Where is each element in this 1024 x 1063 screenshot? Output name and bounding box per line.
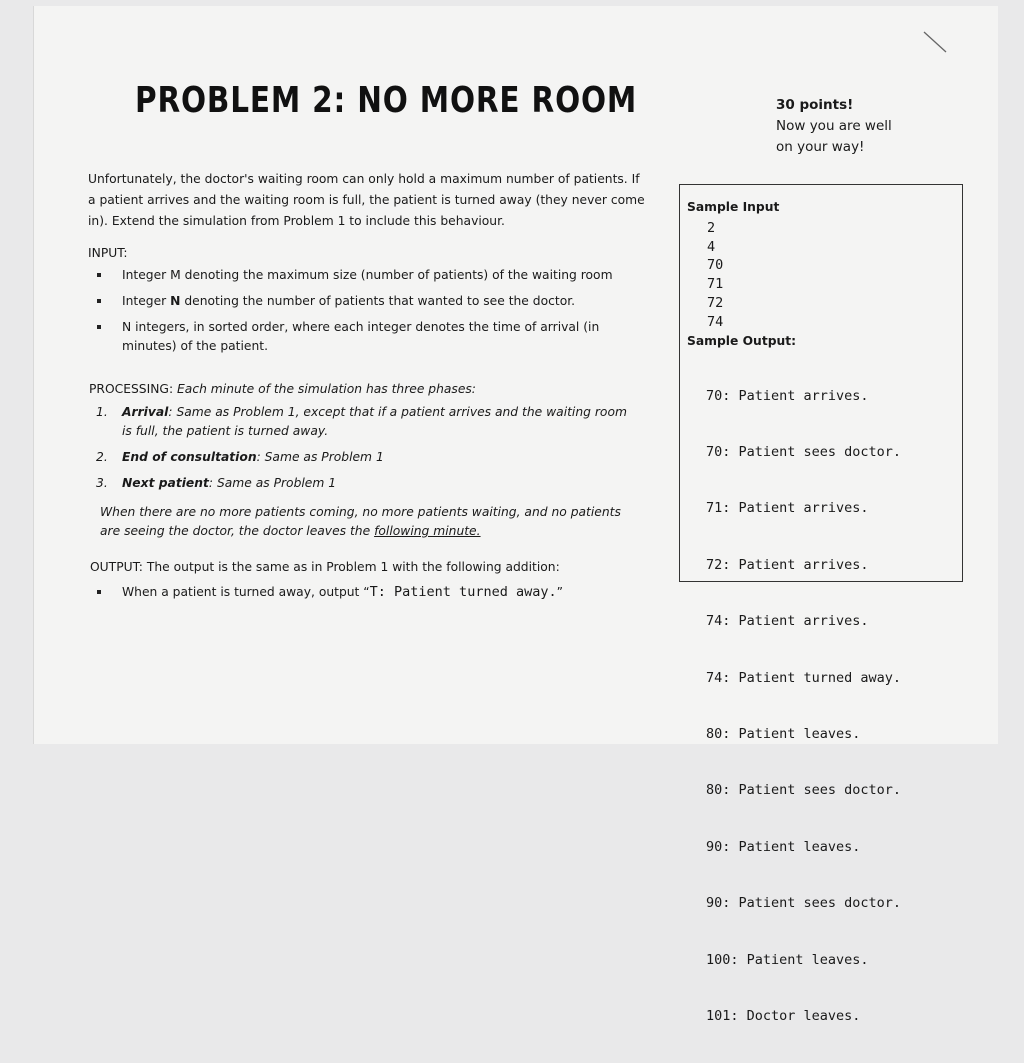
sample-output-line: 90: Patient leaves. [706, 838, 861, 855]
list-item [96, 448, 636, 467]
processing-heading [89, 382, 476, 396]
closing-text: When there are no more patients coming, no more patients waiting, and no patients are seeing the doctor, the doctor leaves the [100, 505, 621, 538]
sample-input-value: 71 [707, 276, 724, 293]
points-value: 30 points! [776, 97, 854, 113]
output-heading [90, 560, 560, 574]
step-number: 3. [96, 476, 108, 490]
sample-output-values [706, 349, 901, 1063]
list-item [95, 292, 615, 311]
input-item-text: Integer M denoting the maximum size (number of patients) of the waiting room [122, 268, 613, 282]
sample-output-line: 74: Patient turned away. [706, 669, 902, 686]
sample-input-value: 2 [707, 220, 716, 236]
intro-paragraph: Unfortunately, the doctor's waiting room can only hold a maximum number of patients. If a patient arrives and the waiting room is full, the patient is turned away (they never come in). Extend the simulation from Problem 1 to include this behaviour. [88, 172, 645, 228]
sample-input-value: 70 [707, 257, 724, 274]
sample-input-values [707, 219, 723, 331]
step-text: : Same as Problem 1, except that if a patient arrives and the waiting room is full, the patient is turned away. [122, 405, 627, 438]
sample-input-heading: Sample Input [687, 200, 780, 214]
sample-box [679, 184, 963, 1024]
list-item [95, 318, 615, 356]
sample-input-value: 74 [707, 313, 724, 330]
step-name: End of consultation [122, 450, 257, 464]
sample-output-line: 101: Doctor leaves. [706, 1007, 861, 1024]
sample-output-line: 80: Patient sees doctor. [706, 782, 902, 799]
points-note [776, 95, 892, 158]
closing-underline: following minute. [374, 524, 481, 538]
step-text: : Same as Problem 1 [256, 450, 384, 464]
list-item [95, 266, 615, 285]
step-number: 2. [96, 450, 108, 464]
output-bullet-prefix: When a patient is turned away, output “ [122, 585, 370, 599]
pen-mark-icon [922, 28, 948, 54]
processing-closing [100, 503, 640, 541]
sample-output-line: 74: Patient arrives. [706, 613, 869, 630]
processing-steps [96, 403, 636, 500]
output-label: OUTPUT: [90, 560, 143, 574]
processing-desc: Each minute of the simulation has three phases: [177, 382, 476, 396]
output-list [95, 583, 655, 609]
input-heading: INPUT: [88, 246, 128, 260]
sample-output-line: 70: Patient sees doctor. [706, 443, 902, 460]
input-item-text: N integers, in sorted order, where each integer denotes the time of arrival (in minutes) of the patient. [122, 320, 600, 353]
sample-input-value: 4 [707, 238, 716, 255]
list-item [95, 583, 655, 602]
input-item-suffix: denoting the number of patients that wanted to see the doctor. [180, 294, 576, 308]
sample-output-heading: Sample Output: [687, 334, 797, 348]
sample-output-line: 100: Patient leaves. [706, 951, 869, 968]
sample-output-line: 70: Patient arrives. [706, 387, 869, 404]
step-text: : Same as Problem 1 [208, 476, 337, 490]
input-item-bold: N [170, 294, 181, 308]
output-desc: The output is the same as in Problem 1 with the following addition: [146, 560, 560, 574]
processing-label: PROCESSING: [89, 382, 174, 396]
sample-output-line: 71: Patient arrives. [706, 500, 869, 517]
step-number: 1. [96, 405, 108, 419]
step-name: Arrival [122, 405, 169, 419]
sample-output-line: 80: Patient leaves. [706, 725, 861, 742]
points-line-3: on your way! [776, 139, 865, 155]
sample-output-line: 90: Patient sees doctor. [706, 895, 902, 912]
input-list [95, 266, 615, 363]
sample-input-value: 72 [707, 294, 724, 311]
sample-output-line: 72: Patient arrives. [706, 556, 869, 573]
list-item [96, 403, 636, 441]
input-item-prefix: Integer [122, 294, 171, 308]
list-item [96, 474, 636, 493]
points-line-2: Now you are well [776, 118, 892, 134]
output-bullet-code: T: Patient turned away. [369, 584, 557, 600]
output-bullet-suffix: ” [556, 585, 563, 599]
step-name: Next patient [122, 476, 209, 490]
page-title: PROBLEM 2: NO MORE ROOM [135, 80, 638, 121]
